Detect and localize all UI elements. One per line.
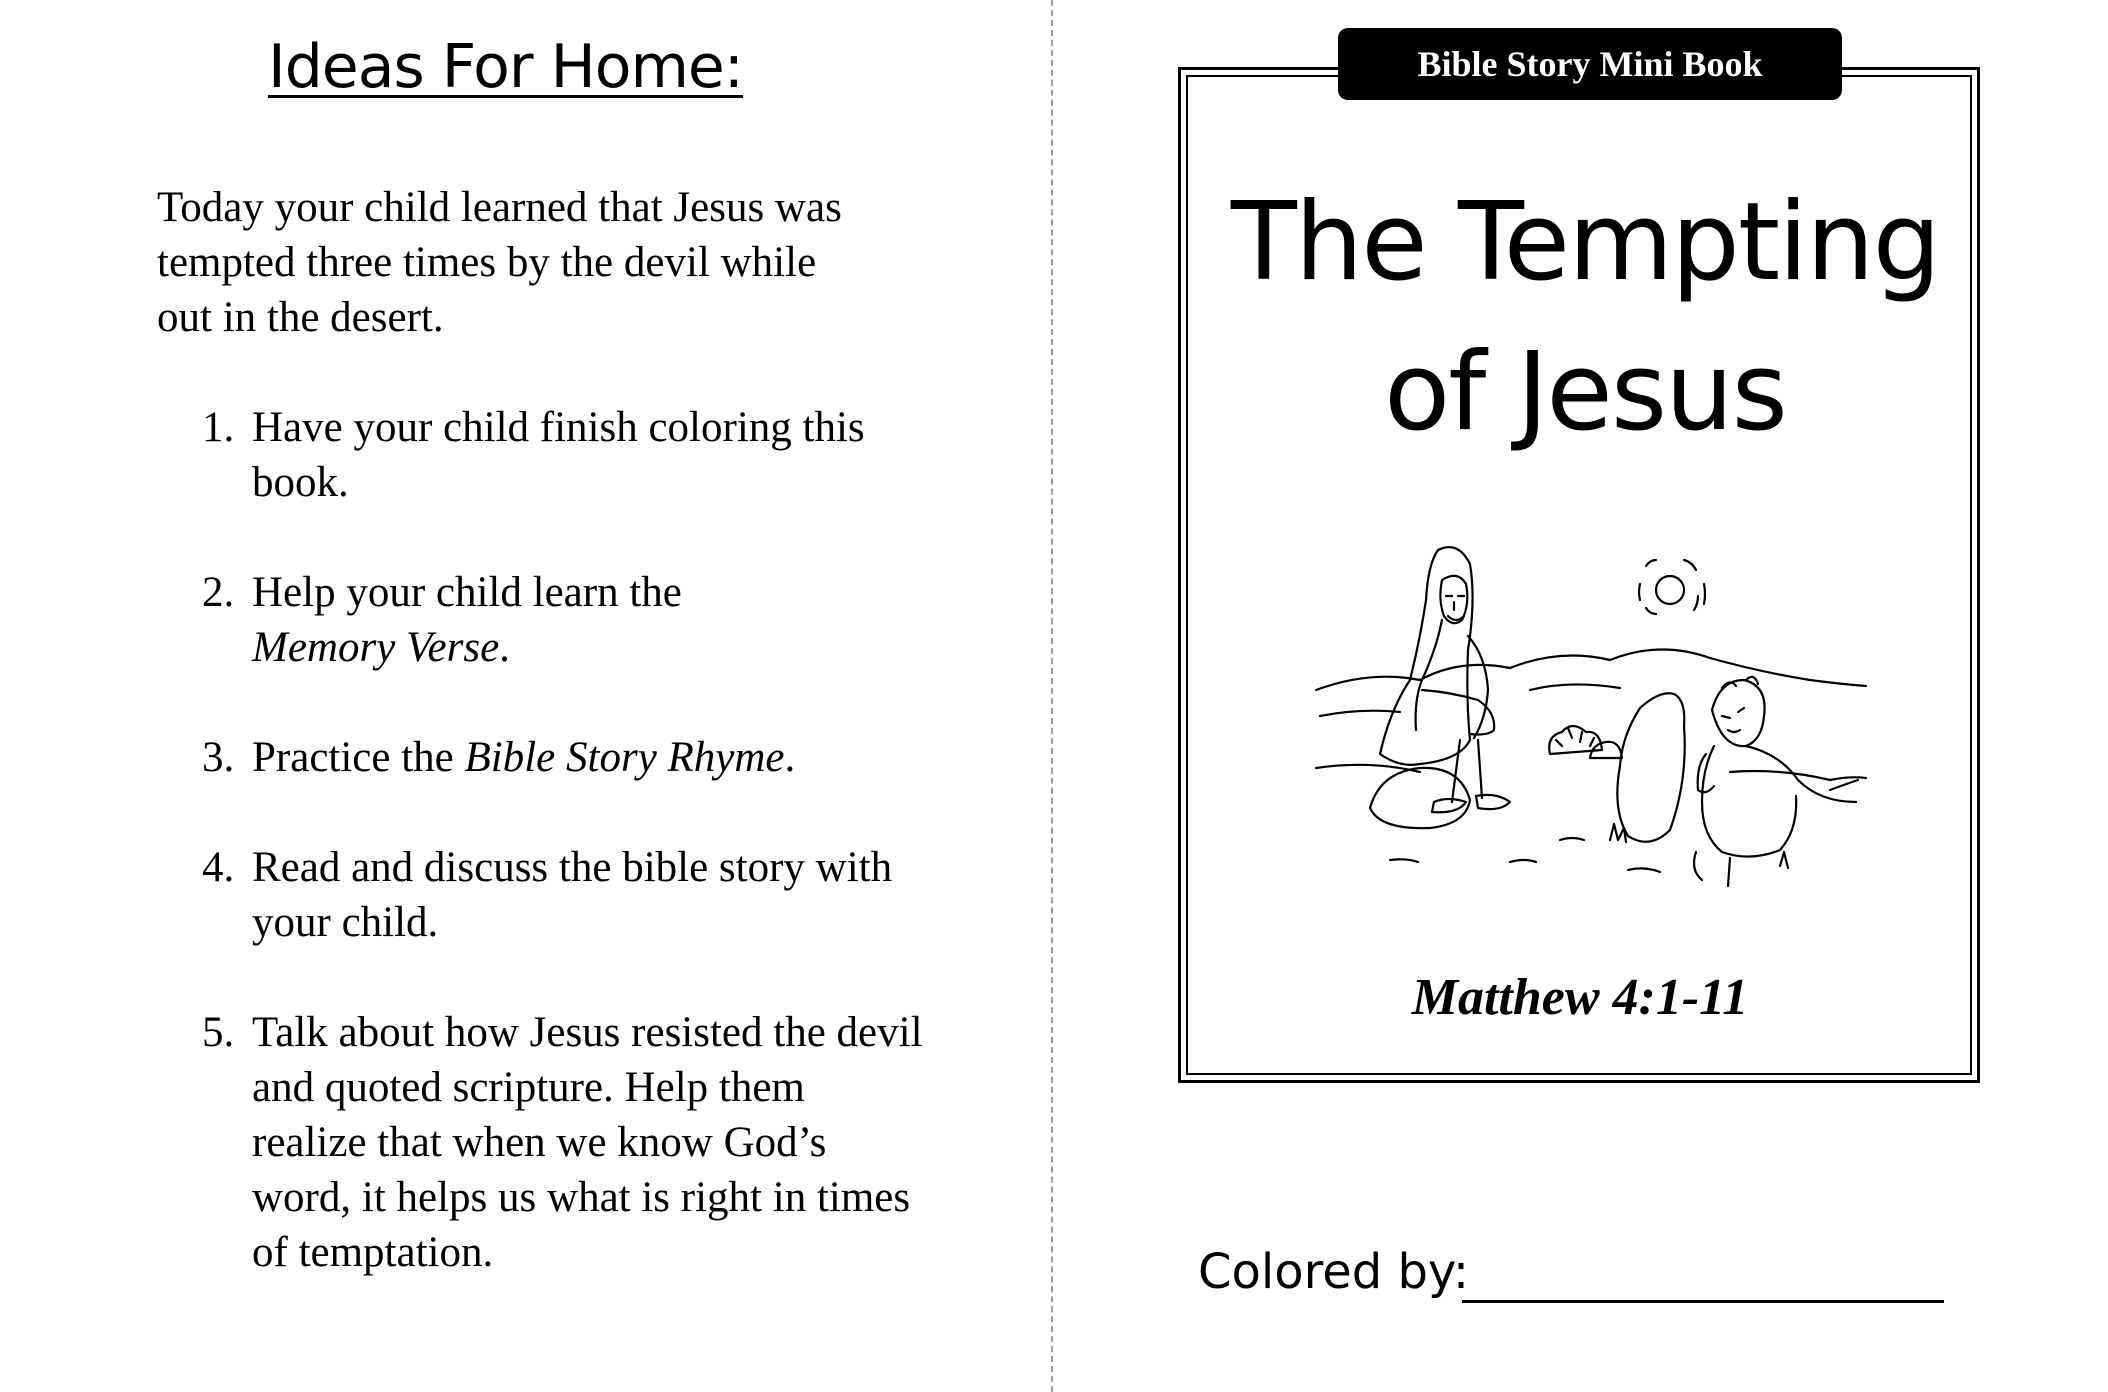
left-page — [0, 0, 1052, 1392]
colored-by-blank-line — [1462, 1300, 1944, 1303]
idea-text: Read and discuss the bible story with your child. — [252, 844, 893, 946]
idea-number: 4. — [202, 844, 235, 891]
intro-paragraph: Today your child learned that Jesus was tempted three times by the devil while out in the desert. — [157, 184, 842, 341]
idea-item — [150, 730, 930, 785]
idea-text: Talk about how Jesus resisted the devil and quoted scripture. Help them realize that when we know God’s word, it helps us what is right in times of temptation. — [252, 1009, 923, 1276]
book-title-line-1: The Tempting — [1230, 180, 1940, 305]
mini-book-badge: Bible Story Mini Book — [1338, 28, 1842, 100]
idea-number: 5. — [202, 1009, 235, 1056]
idea-italic-text: Memory Verse — [252, 624, 500, 671]
idea-item — [150, 565, 930, 675]
fold-line — [1051, 0, 1053, 1392]
scripture-reference: Matthew 4:1-11 — [1411, 969, 1749, 1026]
idea-number: 1. — [202, 404, 235, 451]
idea-text: Have your child finish coloring this book. — [252, 404, 865, 506]
ideas-heading: Ideas For Home: — [268, 32, 744, 102]
idea-item — [150, 840, 930, 950]
book-title-line-2: of Jesus — [1384, 330, 1786, 455]
book-title — [1190, 168, 1980, 468]
idea-item — [150, 1005, 930, 1280]
ideas-list — [150, 400, 930, 1335]
idea-number: 2. — [202, 569, 235, 616]
idea-italic-text: Bible Story Rhyme — [464, 734, 785, 781]
idea-text: Practice the — [252, 734, 454, 781]
idea-number: 3. — [202, 734, 235, 781]
jesus-and-devil-in-desert-illustration — [1310, 540, 1870, 900]
idea-item — [150, 400, 930, 510]
grass — [1610, 824, 1788, 868]
idea-punctuation: . — [499, 624, 510, 671]
idea-text: Help your child learn the — [252, 569, 682, 616]
colored-by-label: Colored by: — [1198, 1244, 1470, 1300]
devil-figure — [1694, 677, 1858, 886]
idea-punctuation: . — [784, 734, 796, 781]
sun-icon — [1639, 560, 1705, 614]
